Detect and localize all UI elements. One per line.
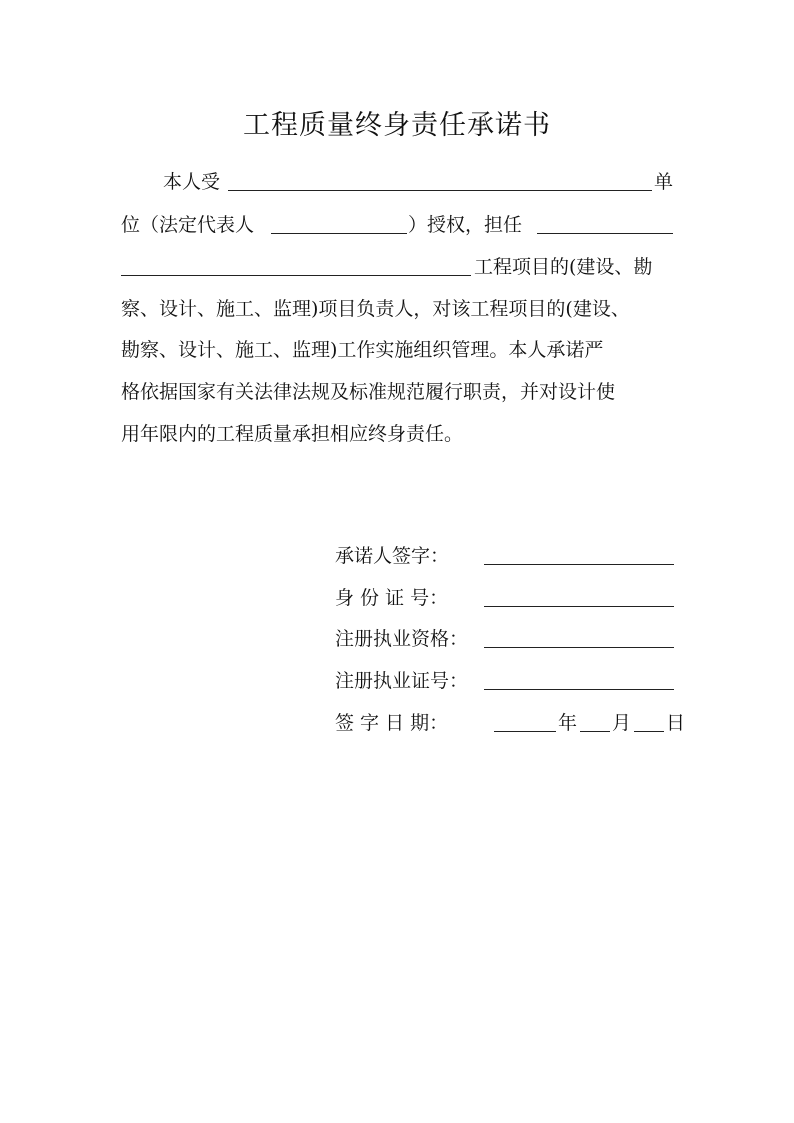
signer-label: 承诺人签字： <box>335 545 450 567</box>
legal-rep-blank[interactable] <box>271 233 407 234</box>
line4: 察、设计、施工、监理)项目负责人，对该工程项目的(建设、 <box>121 298 630 320</box>
year-unit: 年 <box>558 712 578 734</box>
qualification-label: 注册执业资格： <box>335 628 469 650</box>
unit-name-blank[interactable] <box>228 190 652 191</box>
day-unit: 日 <box>666 712 686 734</box>
id-number-label: 身 份 证 号： <box>335 587 449 609</box>
line7: 用年限内的工程质量承担相应终身责任。 <box>121 423 464 445</box>
id-number-field[interactable] <box>484 606 674 607</box>
day-field[interactable] <box>634 731 664 732</box>
date-label: 签 字 日 期： <box>335 712 449 734</box>
project-name-blank[interactable] <box>121 275 471 276</box>
position-blank[interactable] <box>537 233 673 234</box>
line2-middle: ）授权，担任 <box>408 214 523 236</box>
year-field[interactable] <box>494 731 556 732</box>
line1-prefix: 本人受 <box>163 171 221 193</box>
month-field[interactable] <box>580 731 610 732</box>
line3-suffix: 工程项目的(建设、勘 <box>474 256 653 278</box>
line2-prefix: 位（法定代表人 <box>121 214 255 236</box>
line6: 格依据国家有关法律法规及标准规范履行职责，并对设计使 <box>121 381 616 403</box>
signer-signature-field[interactable] <box>484 564 674 565</box>
month-unit: 月 <box>612 712 632 734</box>
cert-number-field[interactable] <box>484 689 674 690</box>
qualification-field[interactable] <box>484 647 674 648</box>
cert-number-label: 注册执业证号： <box>335 670 469 692</box>
document-title: 工程质量终身责任承诺书 <box>243 110 551 141</box>
line5: 勘察、设计、施工、监理)工作实施组织管理。本人承诺严 <box>121 339 604 361</box>
line1-suffix: 单 <box>654 171 674 193</box>
